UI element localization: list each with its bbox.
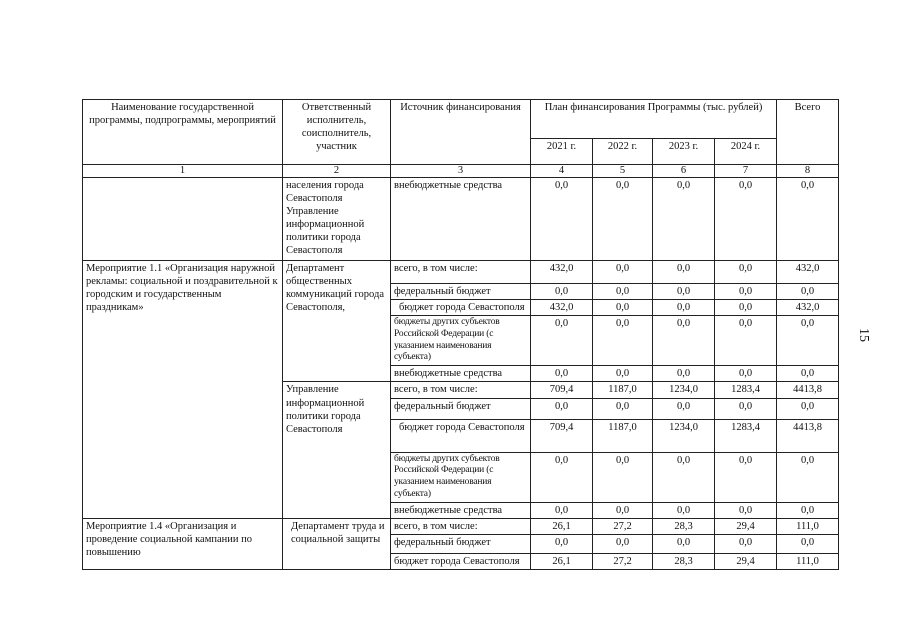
value-cell: 0,0 bbox=[531, 535, 593, 554]
value-cell: 4413,8 bbox=[777, 382, 839, 398]
source-cell: внебюджетные средства bbox=[391, 366, 531, 382]
value-cell: 27,2 bbox=[593, 554, 653, 570]
source-cell: всего, в том числе: bbox=[391, 260, 531, 283]
page-number: 15 bbox=[856, 328, 871, 342]
col-number: 3 bbox=[391, 165, 531, 178]
event-name-cell: Мероприятие 1.1 «Организация наружной рекламы: социальной и поздравительной к городским и государственным праздникам» bbox=[83, 260, 283, 519]
value-cell: 0,0 bbox=[593, 535, 653, 554]
source-cell: бюджет города Севастополя bbox=[391, 554, 531, 570]
value-cell: 432,0 bbox=[777, 260, 839, 283]
executor-cell: Департамент труда и социальной защиты bbox=[283, 519, 391, 570]
value-cell: 0,0 bbox=[531, 315, 593, 366]
source-cell: бюджеты других субъектов Российской Федерации (с указанием наименования субъекта) bbox=[391, 315, 531, 366]
value-cell: 4413,8 bbox=[777, 419, 839, 452]
value-cell: 0,0 bbox=[715, 398, 777, 419]
value-cell: 29,4 bbox=[715, 519, 777, 535]
header-year-2022: 2022 г. bbox=[593, 138, 653, 164]
executor-cell: Управление информационной политики города Севастополя bbox=[283, 382, 391, 519]
col-number: 2 bbox=[283, 165, 391, 178]
value-cell: 0,0 bbox=[531, 366, 593, 382]
header-source: Источник финансирования bbox=[391, 100, 531, 165]
value-cell: 0,0 bbox=[593, 452, 653, 503]
value-cell: 0,0 bbox=[653, 260, 715, 283]
value-cell: 1187,0 bbox=[593, 419, 653, 452]
value-cell: 709,4 bbox=[531, 419, 593, 452]
col-number: 4 bbox=[531, 165, 593, 178]
col-number: 7 bbox=[715, 165, 777, 178]
value-cell: 0,0 bbox=[715, 535, 777, 554]
value-cell: 0,0 bbox=[777, 398, 839, 419]
source-cell: бюджет города Севастополя bbox=[391, 299, 531, 315]
value-cell: 0,0 bbox=[777, 283, 839, 299]
col-number: 5 bbox=[593, 165, 653, 178]
value-cell: 26,1 bbox=[531, 554, 593, 570]
column-numbers-row bbox=[83, 165, 839, 178]
value-cell: 0,0 bbox=[777, 503, 839, 519]
header-total: Всего bbox=[777, 100, 839, 165]
source-cell: бюджеты других субъектов Российской Федерации (с указанием наименования субъекта) bbox=[391, 452, 531, 503]
col-number: 8 bbox=[777, 165, 839, 178]
value-cell: 0,0 bbox=[715, 283, 777, 299]
value-cell: 0,0 bbox=[777, 177, 839, 260]
source-cell: всего, в том числе: bbox=[391, 519, 531, 535]
value-cell: 0,0 bbox=[653, 398, 715, 419]
executor-cell: Департамент общественных коммуникаций города Севастополя, bbox=[283, 260, 391, 382]
value-cell: 0,0 bbox=[593, 260, 653, 283]
value-cell: 0,0 bbox=[653, 535, 715, 554]
table-row bbox=[83, 260, 839, 283]
source-cell: бюджет города Севастополя bbox=[391, 419, 531, 452]
value-cell: 0,0 bbox=[653, 452, 715, 503]
financing-table bbox=[82, 99, 839, 570]
source-cell: всего, в том числе: bbox=[391, 382, 531, 398]
value-cell: 1234,0 bbox=[653, 419, 715, 452]
value-cell: 0,0 bbox=[593, 503, 653, 519]
value-cell: 0,0 bbox=[593, 366, 653, 382]
value-cell: 0,0 bbox=[653, 283, 715, 299]
event-name-cell: Мероприятие 1.4 «Организация и проведение социальной кампании по повышению bbox=[83, 519, 283, 570]
value-cell: 432,0 bbox=[777, 299, 839, 315]
value-cell: 1234,0 bbox=[653, 382, 715, 398]
value-cell: 0,0 bbox=[593, 315, 653, 366]
value-cell: 0,0 bbox=[593, 299, 653, 315]
source-cell: внебюджетные средства bbox=[391, 503, 531, 519]
value-cell: 0,0 bbox=[653, 177, 715, 260]
value-cell: 432,0 bbox=[531, 299, 593, 315]
col-number: 6 bbox=[653, 165, 715, 178]
value-cell: 26,1 bbox=[531, 519, 593, 535]
table-row bbox=[83, 177, 839, 260]
value-cell: 1187,0 bbox=[593, 382, 653, 398]
value-cell: 1283,4 bbox=[715, 419, 777, 452]
value-cell: 0,0 bbox=[653, 366, 715, 382]
value-cell: 111,0 bbox=[777, 519, 839, 535]
table-row bbox=[83, 519, 839, 535]
value-cell: 0,0 bbox=[531, 503, 593, 519]
value-cell: 28,3 bbox=[653, 519, 715, 535]
value-cell: 0,0 bbox=[715, 299, 777, 315]
value-cell: 1283,4 bbox=[715, 382, 777, 398]
value-cell: 0,0 bbox=[777, 366, 839, 382]
value-cell: 0,0 bbox=[715, 452, 777, 503]
header-year-2024: 2024 г. bbox=[715, 138, 777, 164]
value-cell: 0,0 bbox=[531, 452, 593, 503]
source-cell: федеральный бюджет bbox=[391, 398, 531, 419]
value-cell: 0,0 bbox=[531, 398, 593, 419]
value-cell: 29,4 bbox=[715, 554, 777, 570]
executor-cell: населения города Севастополя Управление информационной политики города Севастополя bbox=[283, 177, 391, 260]
value-cell: 0,0 bbox=[653, 503, 715, 519]
value-cell: 0,0 bbox=[593, 283, 653, 299]
value-cell: 27,2 bbox=[593, 519, 653, 535]
value-cell: 0,0 bbox=[531, 283, 593, 299]
value-cell: 0,0 bbox=[777, 452, 839, 503]
header-executor: Ответственный исполнитель, соисполнитель, участник bbox=[283, 100, 391, 165]
col-number: 1 bbox=[83, 165, 283, 178]
header-year-2023: 2023 г. bbox=[653, 138, 715, 164]
header-year-2021: 2021 г. bbox=[531, 138, 593, 164]
header-row bbox=[83, 100, 839, 139]
value-cell: 0,0 bbox=[715, 260, 777, 283]
value-cell: 0,0 bbox=[715, 366, 777, 382]
value-cell: 0,0 bbox=[653, 315, 715, 366]
source-cell: внебюджетные средства bbox=[391, 177, 531, 260]
value-cell: 0,0 bbox=[715, 177, 777, 260]
value-cell: 0,0 bbox=[777, 535, 839, 554]
value-cell: 28,3 bbox=[653, 554, 715, 570]
value-cell: 0,0 bbox=[715, 315, 777, 366]
header-plan: План финансирования Программы (тыс. рублей) bbox=[531, 100, 777, 139]
value-cell: 0,0 bbox=[531, 177, 593, 260]
value-cell: 0,0 bbox=[593, 398, 653, 419]
value-cell: 111,0 bbox=[777, 554, 839, 570]
value-cell: 0,0 bbox=[715, 503, 777, 519]
source-cell: федеральный бюджет bbox=[391, 535, 531, 554]
value-cell: 0,0 bbox=[653, 299, 715, 315]
header-name: Наименование государственной программы, подпрограммы, мероприятий bbox=[83, 100, 283, 165]
value-cell: 709,4 bbox=[531, 382, 593, 398]
value-cell: 432,0 bbox=[531, 260, 593, 283]
source-cell: федеральный бюджет bbox=[391, 283, 531, 299]
value-cell: 0,0 bbox=[777, 315, 839, 366]
value-cell: 0,0 bbox=[593, 177, 653, 260]
name-cell-empty bbox=[83, 177, 283, 260]
